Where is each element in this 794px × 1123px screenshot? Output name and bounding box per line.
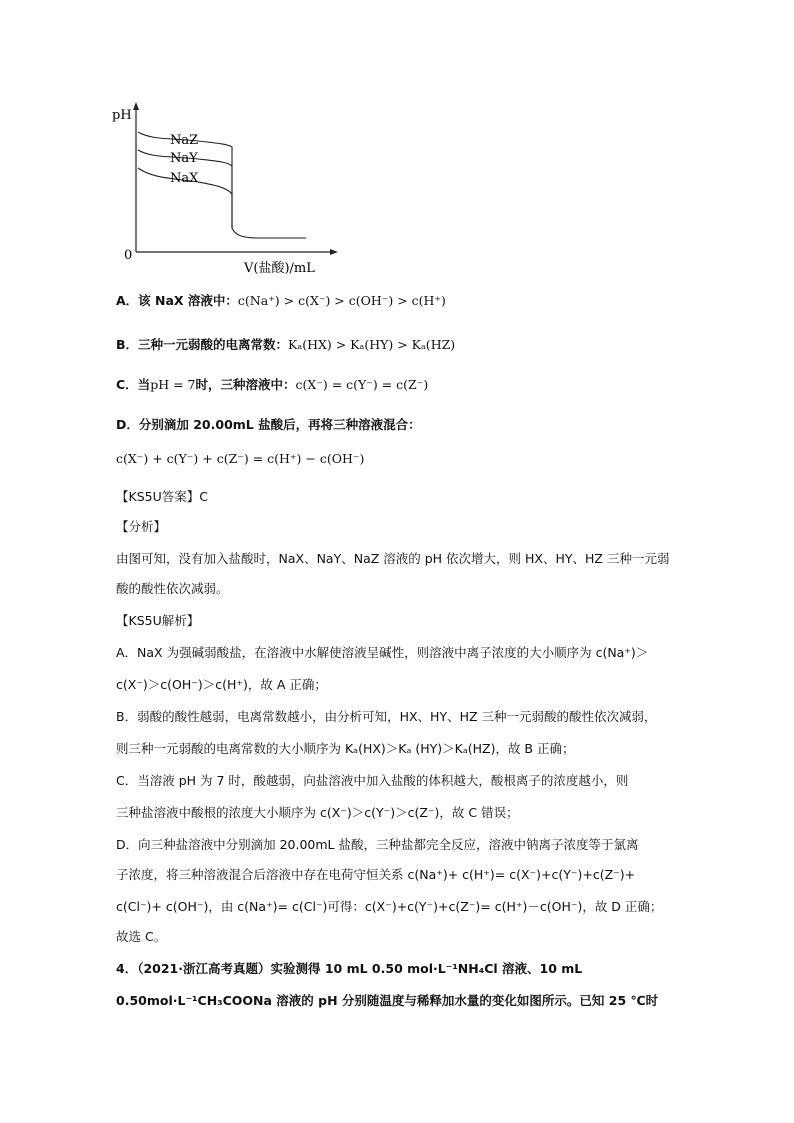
series-label-naz: NaZ [170, 133, 199, 148]
y-axis-arrow [133, 102, 139, 110]
explain-line-4: 则三种一元弱酸的电离常数的大小顺序为 Kₐ(HX)＞Kₐ (HY)＞Kₐ(HZ)，故 B 正确； [116, 741, 575, 756]
analysis-line-2: 酸的酸性依次减弱。 [116, 581, 229, 596]
option-a-prefix: A．该 NaX 溶液中： [116, 293, 238, 308]
explain-line-3: B．弱酸的酸性越弱，电离常数越小，由分析可知，HX、HY、HZ 三种一元弱酸的酸性依次减弱， [116, 709, 657, 724]
explain-line-5: C．当溶液 pH 为 7 时，酸越弱，向盐溶液中加入盐酸的体积越大，酸根离子的浓度越小，则 [116, 773, 629, 788]
series-label-nay: NaY [170, 151, 198, 166]
option-a-math: c(Na⁺) > c(X⁻) > c(OH⁻) > c(H⁺) [237, 293, 446, 308]
series-line-naz [138, 132, 306, 238]
option-d-line1: D．分别滴加 20.00mL 盐酸后，再将三种溶液混合： [116, 417, 421, 432]
explain-line-2: c(X⁻)＞c(OH⁻)＞c(H⁺)，故 A 正确； [116, 677, 327, 692]
explain-line-1: A．NaX 为强碱弱酸盐，在溶液中水解使溶液呈碱性，则溶液中离子浓度的大小顺序为 c(Na⁺)＞ [116, 645, 649, 660]
answer-label: 【KS5U答案】C [116, 489, 208, 504]
option-c [116, 376, 428, 394]
x-axis-label: V(盐酸)/mL [244, 261, 315, 276]
x-axis-arrow [330, 249, 338, 255]
option-c-math: c(X⁻) = c(Y⁻) = c(Z⁻) [295, 377, 429, 392]
explain-line-9: c(Cl⁻)+ c(OH⁻)，由 c(Na⁺)= c(Cl⁻)可得：c(X⁻)+c(Y⁻)+c(Z⁻)= c(H⁺)－c(OH⁻)，故 D 正确； [116, 899, 663, 914]
next-question-line-2: 0.50mol·L⁻¹CH₃COONa 溶液的 pH 分别随温度与稀释加水量的变化如图所示。已知 25 ℃时 [116, 993, 659, 1008]
explain-line-7: D．向三种盐溶液中分别滴加 20.00mL 盐酸，三种盐都完全反应，溶液中钠离子浓度等于氯离 [116, 837, 639, 852]
analysis-line-1: 由图可知，没有加入盐酸时，NaX、NaY、NaZ 溶液的 pH 依次增大，则 HX、HY、HZ 三种一元弱 [116, 551, 670, 566]
option-b-math: Kₐ(HX) > Kₐ(HY) > Kₐ(HZ) [288, 337, 456, 352]
titration-chart [108, 100, 348, 280]
option-a [116, 292, 446, 310]
option-c-mid: 时，三种溶液中： [195, 377, 296, 392]
origin-label: 0 [124, 248, 133, 263]
option-b-prefix: B．三种一元弱酸的电离常数： [116, 337, 289, 352]
next-question-line-1: 4．（2021·浙江高考真题）实验测得 10 mL 0.50 mol·L⁻¹NH₄Cl 溶液、10 mL [116, 961, 583, 976]
option-b [116, 336, 455, 354]
option-d-math: c(X⁻) + c(Y⁻) + c(Z⁻) = c(H⁺) − c(OH⁻) [116, 451, 365, 466]
explain-label: 【KS5U解析】 [116, 613, 200, 628]
explain-line-10: 故选 C。 [116, 929, 167, 944]
series-label-nax: NaX [170, 171, 199, 186]
explain-line-6: 三种盐溶液中酸根的浓度大小顺序为 c(X⁻)＞c(Y⁻)＞c(Z⁻)，故 C 错误； [116, 805, 519, 820]
analysis-label: 【分析】 [116, 519, 167, 534]
option-c-ph: pH = 7 [150, 377, 196, 392]
y-axis-label: pH [112, 108, 132, 123]
option-c-prefix: C．当 [116, 377, 151, 392]
explain-line-8: 子浓度，将三种溶液混合后溶液中存在电荷守恒关系 c(Na⁺)+ c(H⁺)= c(X⁻)+c(Y⁻)+c(Z⁻)+ [116, 867, 636, 882]
